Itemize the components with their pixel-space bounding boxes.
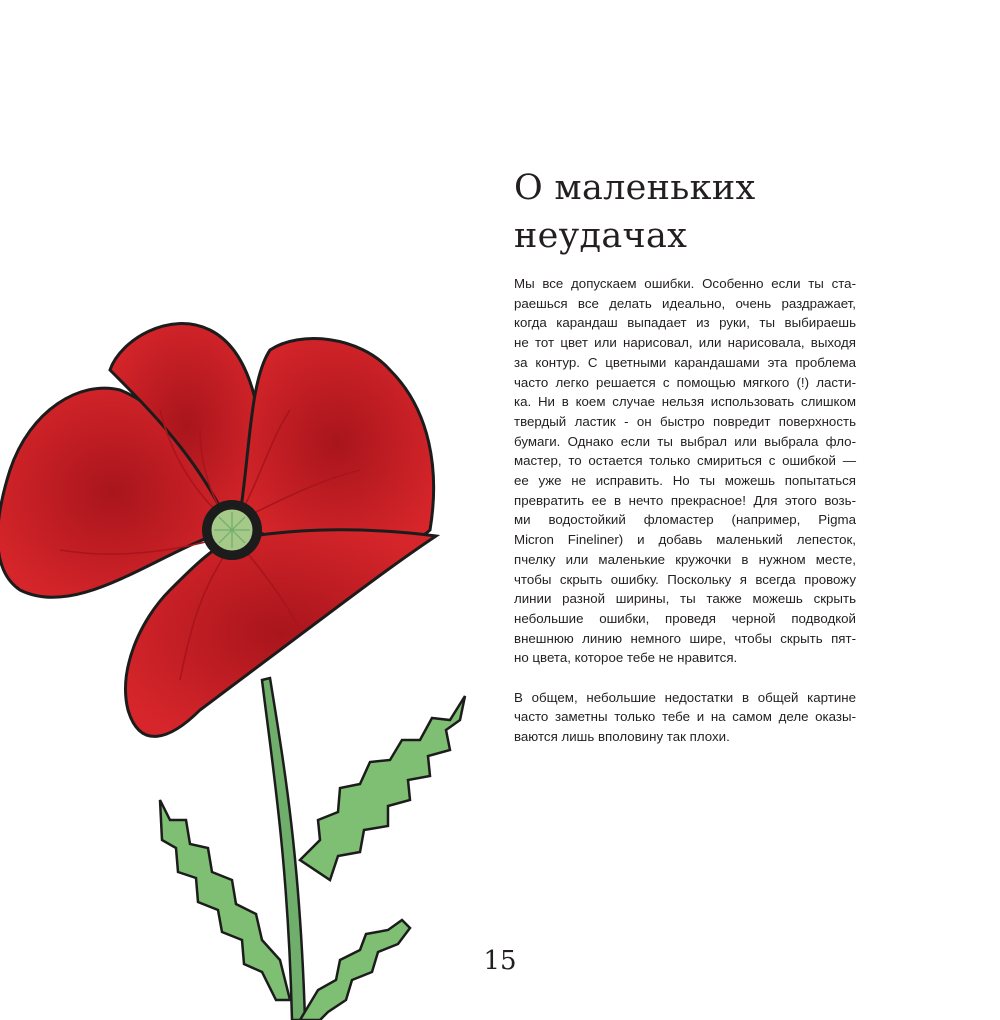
text-line: Micron Fineliner) и добавь маленький лепесток, [514,532,856,548]
text-line: не тот цвет или нарисовал, или нарисовала, выходя [514,335,856,351]
text-line: внешнюю линию немного шире, чтобы скрыть пят- [514,630,856,646]
paragraph-1 [514,274,856,668]
text-line: Мы все допускаем ошибки. Особенно если ты ста- [514,276,856,291]
paragraph-2 [514,688,856,747]
poppy-illustration [0,300,480,1020]
poppy-leaf-left [160,800,290,1000]
text-line: пчелку или маленькие кружочки в нужном месте, [514,551,856,567]
page-title-line-2: неудачах [514,216,688,256]
text-line: ми водостойкий фломастер (например, Pigma [514,512,856,528]
text-line: небольшие ошибки, проведя черной подводкой [514,610,856,626]
text-line: превратить ее в нечто прекрасное! Для этого возь- [514,492,856,508]
text-line: ка. Ни в коем случае нельзя использовать слишком [514,394,856,410]
text-line: чтобы скрыть ошибку. Поскольку я всегда провожу [514,571,856,587]
poppy-seed-pod-ridges [214,512,250,548]
text-line: ее уже не исправить. Но ты можешь попытаться [514,473,856,489]
text-line: часто заметны только тебе и на самом деле оказы- [514,709,856,725]
text-line: за контур. С цветными карандашами эта проблема [514,354,856,370]
text-line: В общем, небольшие недостатки в общей картине [514,689,856,705]
text-line: твердый ластик - он быстро повредит поверхность [514,413,856,429]
page-number: 15 [483,946,517,976]
text-line: ваются лишь вполовину так плохи. [514,729,730,745]
page-title [514,164,874,260]
text-line: бумаги. Однако если ты выбрал или выбрала фло- [514,433,856,449]
text-line: раешься все делать идеально, очень раздражает, [514,295,856,311]
poppy-leaf-right [300,696,465,880]
poppy-leaf-lower [300,920,410,1020]
text-line: когда карандаш выпадает из руки, ты выбираешь [514,315,856,331]
text-line: мастер, то остается только смириться с ошибкой — [514,453,856,469]
page-title-line-1: О маленьких [514,168,756,208]
body-text [514,274,856,747]
text-line: но цвета, которое тебе не нравится. [514,650,738,666]
poppy-petal-front [126,530,436,737]
text-line: часто легко решается с помощью мягкого (!) ласти- [514,374,856,390]
poppy-petal-right [240,339,434,548]
text-line: линии разной ширины, ты также можешь скрыть [514,591,856,607]
